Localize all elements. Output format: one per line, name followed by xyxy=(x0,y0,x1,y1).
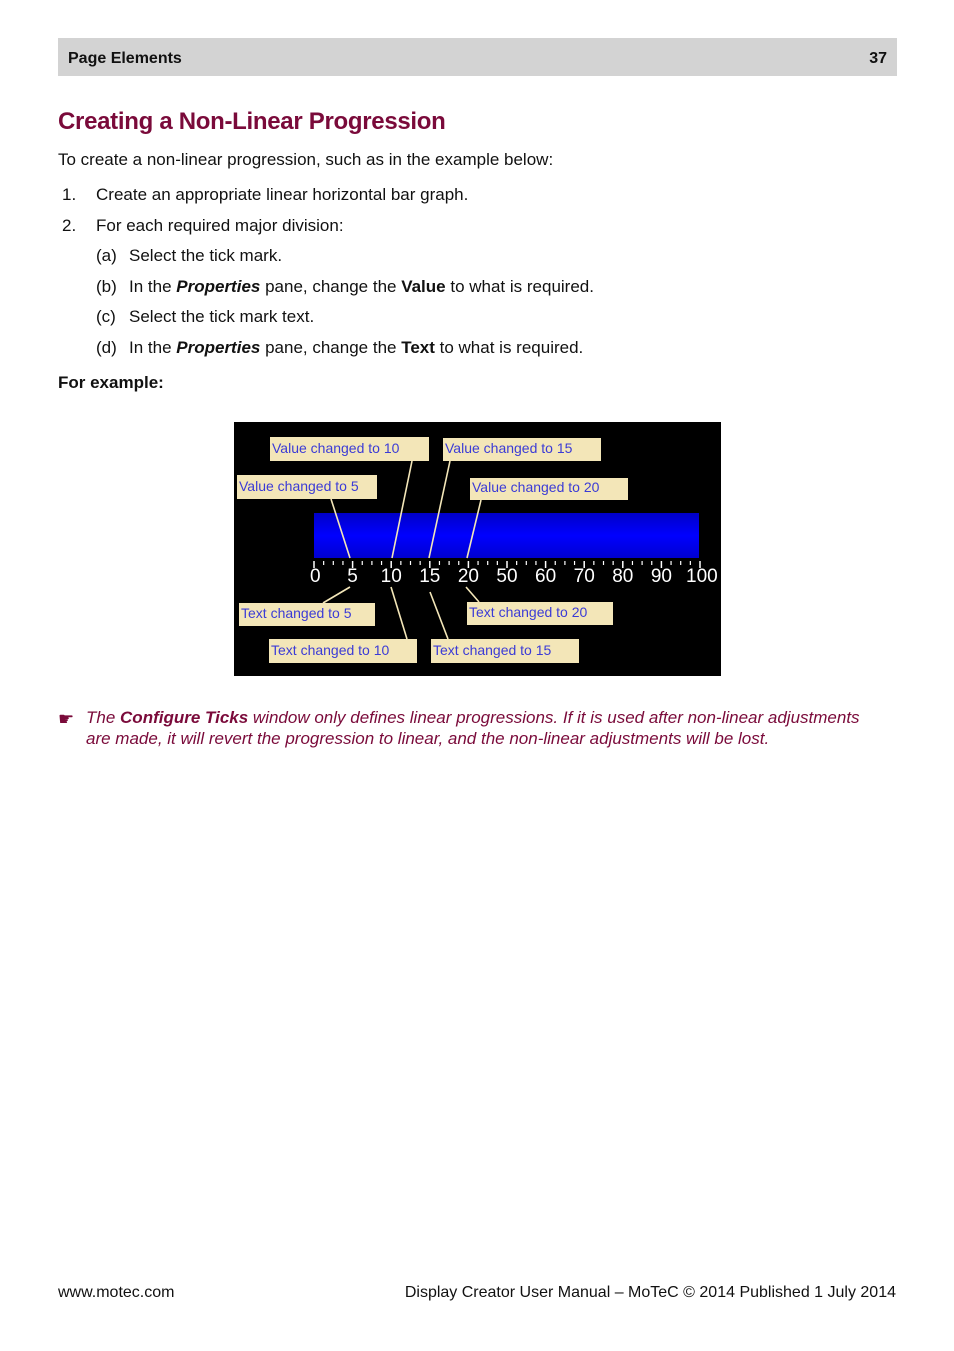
page-header xyxy=(58,38,897,76)
note-pre: The xyxy=(86,708,121,727)
svg-text:Text changed to 20: Text changed to 20 xyxy=(469,604,588,620)
substep-d xyxy=(96,338,583,358)
callout-label xyxy=(270,437,429,461)
header-page-number: 37 xyxy=(869,50,887,67)
note-post: window only defines linear progressions. If it is used after non-linear adjustments are made, it will revert the progression to linear, and the non-linear adjustments will be lost. xyxy=(86,708,860,748)
svg-text:Value changed to 10: Value changed to 10 xyxy=(272,440,400,456)
note-text xyxy=(86,707,878,749)
value-term: Value xyxy=(401,277,446,296)
svg-text:Value changed to 20: Value changed to 20 xyxy=(472,479,600,495)
callout-label xyxy=(237,475,377,499)
tick-label: 80 xyxy=(612,566,634,587)
leader-line xyxy=(430,592,448,639)
tick-label: 70 xyxy=(573,566,595,587)
properties-term: Properties xyxy=(176,338,261,357)
substep-text-post: to what is required. xyxy=(434,338,584,357)
callout-label xyxy=(431,639,579,663)
svg-text:Text changed to 5: Text changed to 5 xyxy=(241,605,352,621)
tick-label: 5 xyxy=(347,566,358,587)
tick-label: 10 xyxy=(380,566,402,587)
callout-label xyxy=(443,438,601,461)
footer-copyright: Display Creator User Manual – MoTeC © 2014 Published 1 July 2014 xyxy=(404,1284,896,1301)
bar-fill xyxy=(314,513,699,558)
substep-label: (c) xyxy=(96,307,116,326)
leader-line xyxy=(323,587,350,603)
leader-line xyxy=(391,587,407,639)
tick-label: 90 xyxy=(650,566,672,587)
substep-b xyxy=(96,277,594,297)
substep-text: Select the tick mark text. xyxy=(129,307,315,326)
properties-term: Properties xyxy=(176,277,261,296)
step-text: For each required major division: xyxy=(96,216,344,235)
tick-label: 60 xyxy=(535,566,557,587)
svg-text:Value changed to 15: Value changed to 15 xyxy=(445,440,573,456)
intro-text: To create a non-linear progression, such as in the example below: xyxy=(58,150,554,169)
example-label: For example: xyxy=(58,373,164,392)
step-number: 1. xyxy=(62,185,77,204)
substep-text-pre: In the xyxy=(129,338,177,357)
tick-label: 50 xyxy=(496,566,518,587)
configure-ticks-term: Configure Ticks xyxy=(120,708,249,727)
svg-text:Value changed to 5: Value changed to 5 xyxy=(239,478,359,494)
bar-graph-example-figure xyxy=(234,422,721,676)
callout-label xyxy=(269,639,417,663)
text-term: Text xyxy=(401,338,435,357)
substep-text-mid: pane, change the xyxy=(260,338,402,357)
substep-text: Select the tick mark. xyxy=(129,246,283,265)
callout-label xyxy=(470,478,628,500)
substep-a xyxy=(96,246,282,266)
callout-label xyxy=(239,603,375,626)
substep-text-post: to what is required. xyxy=(445,277,594,296)
step-number: 2. xyxy=(62,216,77,235)
substep-label: (b) xyxy=(96,277,117,296)
leader-line xyxy=(466,587,479,602)
substep-text-pre: In the xyxy=(129,277,177,296)
substep-label: (d) xyxy=(96,338,117,357)
bar-graph-svg xyxy=(234,422,721,676)
tick-label: 20 xyxy=(457,566,479,587)
page-title: Creating a Non-Linear Progression xyxy=(58,108,446,135)
callout-label xyxy=(467,602,613,625)
note-hand-icon: ☛ xyxy=(58,709,75,729)
substep-label: (a) xyxy=(96,246,117,265)
footer-website: www.motec.com xyxy=(58,1284,175,1301)
tick-label: 0 xyxy=(310,566,321,587)
tick-label: 100 xyxy=(686,566,718,587)
svg-text:Text changed to 10: Text changed to 10 xyxy=(271,642,390,658)
substep-c xyxy=(96,307,314,327)
substep-text-mid: pane, change the xyxy=(260,277,402,296)
step-text: Create an appropriate linear horizontal bar graph. xyxy=(96,185,469,204)
tick-label: 15 xyxy=(419,566,441,587)
header-section-title: Page Elements xyxy=(68,50,182,67)
svg-text:Text changed to 15: Text changed to 15 xyxy=(433,642,552,658)
tick-labels xyxy=(310,566,718,587)
